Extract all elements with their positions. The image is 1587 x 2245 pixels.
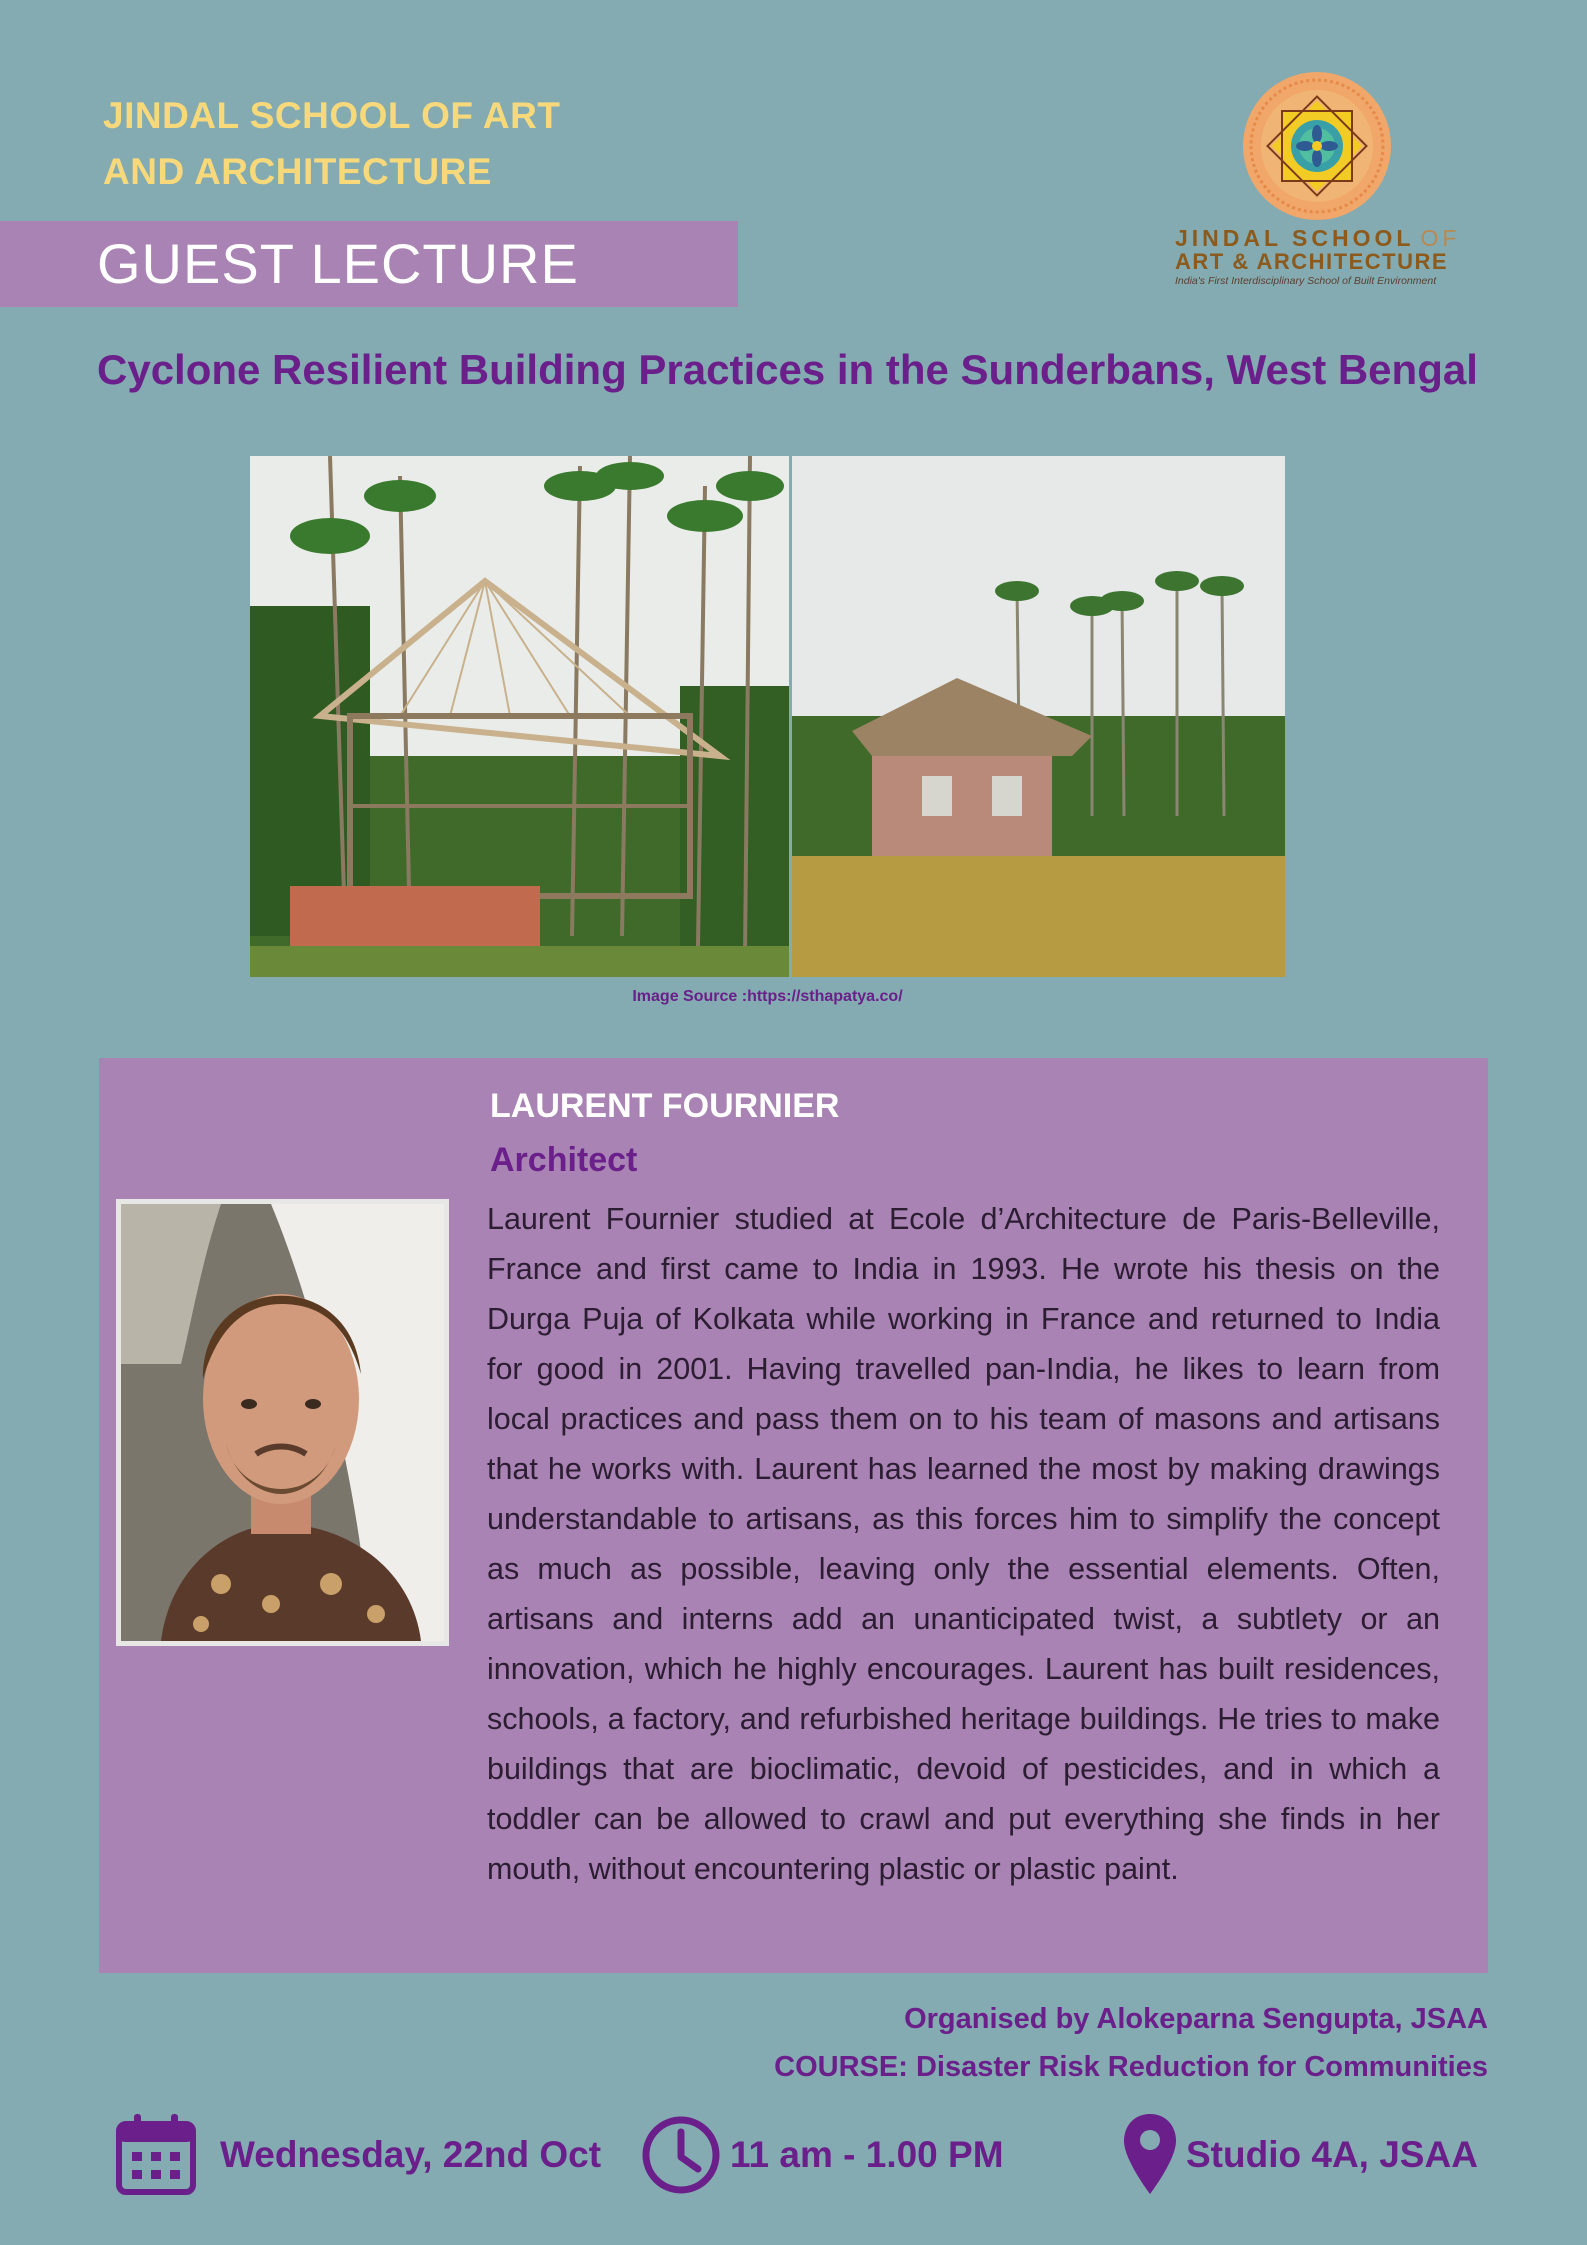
logo-tagline: India's First Interdisciplinary School of Built Environment: [1175, 275, 1437, 286]
school-name-line2: AND ARCHITECTURE: [103, 151, 492, 192]
speaker-portrait: [121, 1204, 444, 1641]
clock-icon: [640, 2114, 722, 2196]
logo-line1-light: OF: [1420, 225, 1461, 251]
finished-house-photo: [792, 456, 1285, 977]
event-venue: Studio 4A, JSAA: [1186, 2134, 1478, 2175]
school-name-line1: JINDAL SCHOOL OF ART: [103, 95, 561, 136]
speaker-bio: Laurent Fournier studied at Ecole d’Architecture de Paris-Belleville, France and first came to India in 1993. He wrote his thesis on the Durga Puja of Kolkata while working in France and returned to India for good in 2001. Having travelled pan-India, he likes to learn from local practices and pass them on to his team of masons and artisans that he works with. Laurent has learned the most by making drawings understandable to artisans, as this forces him to simplify the concept as much as possible, leaving only the essential elements. Often, artisans and interns add an unanticipated twist, a subtlety or an innovation, which he highly encourages. Laurent has built residences, schools, a factory, and refurbished heritage buildings. He tries to make buildings that are bioclimatic, devoid of pesticides, and in which a toddler can be allowed to crawl and put everything she finds in her mouth, without encountering plastic or plastic paint.: [487, 1202, 1440, 1886]
guest-lecture-title: GUEST LECTURE: [97, 232, 579, 295]
image-source-caption: Image Source :https://sthapatya.co/: [632, 988, 903, 1005]
logo-line2: ART & ARCHITECTURE: [1175, 249, 1449, 274]
lecture-title: Cyclone Resilient Building Practices in the Sunderbans, West Bengal: [97, 346, 1478, 393]
house-under-construction-photo: [250, 456, 789, 977]
school-name: [103, 88, 663, 200]
logo-line1: [1175, 225, 1460, 251]
location-pin-icon: [1122, 2112, 1178, 2196]
course-line: COURSE: Disaster Risk Reduction for Communities: [774, 2051, 1488, 2083]
organiser-line: Organised by Alokeparna Sengupta, JSAA: [904, 2003, 1488, 2035]
calendar-icon: [114, 2112, 198, 2196]
logo-line1-bold: JINDAL SCHOOL: [1175, 225, 1415, 251]
event-date: Wednesday, 22nd Oct: [220, 2134, 602, 2175]
speaker-role: Architect: [490, 1141, 638, 1179]
school-logo: [1172, 66, 1462, 286]
speaker-name: LAURENT FOURNIER: [490, 1087, 840, 1125]
event-time: 11 am - 1.00 PM: [730, 2134, 1004, 2175]
